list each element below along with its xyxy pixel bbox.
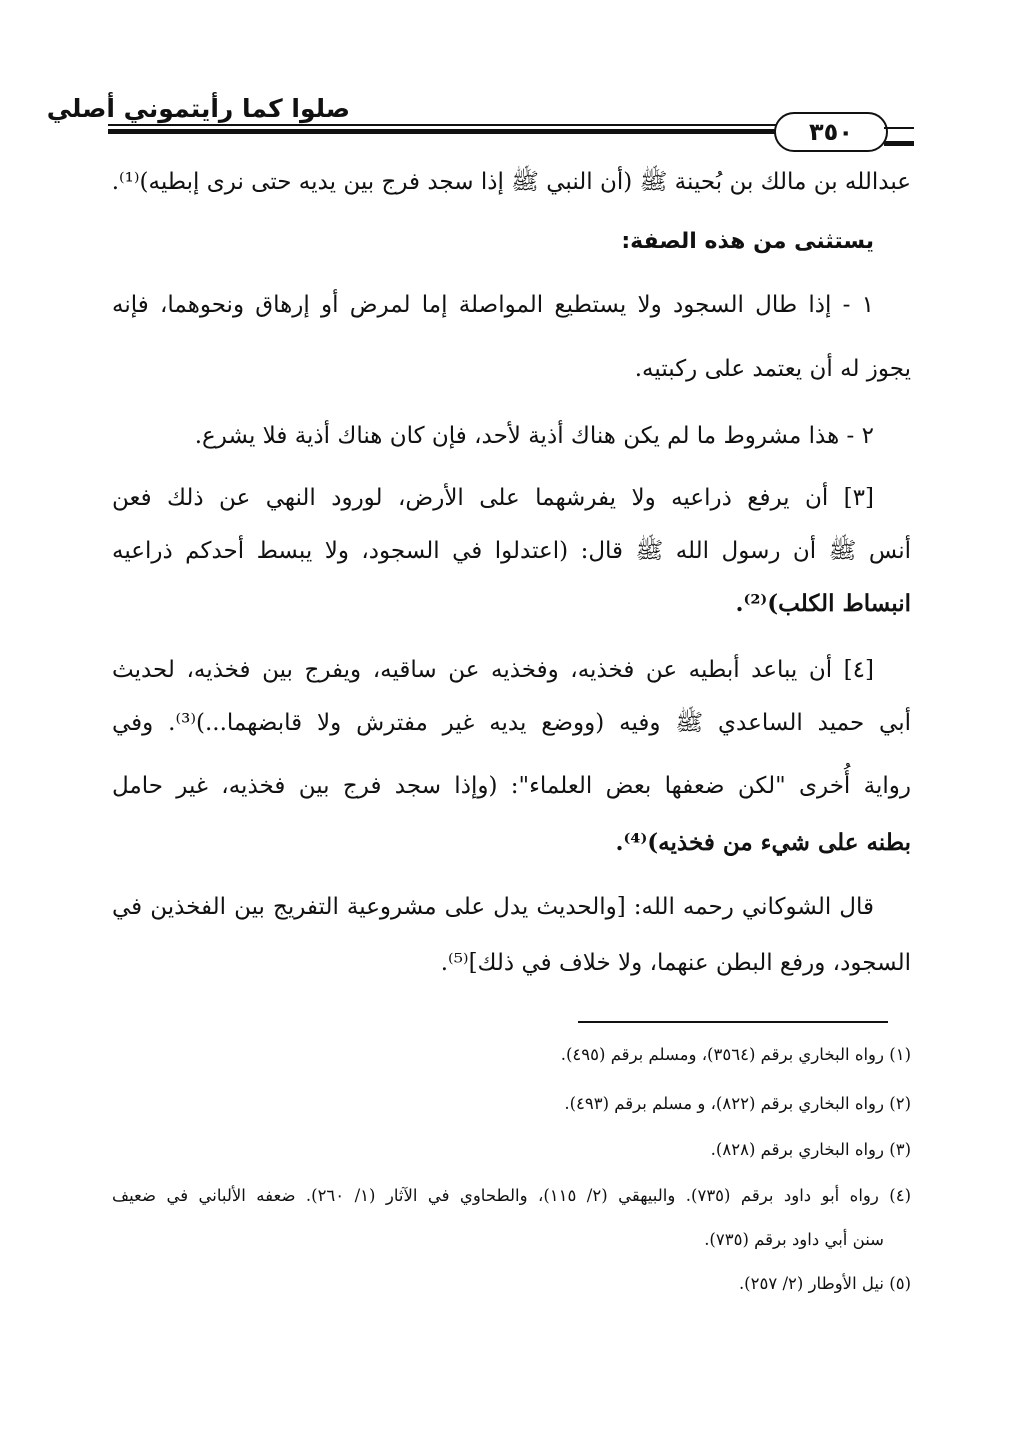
footnote-2: (٢) رواه البخاري برقم (٨٢٢)، و مسلم برقم (٤٩٣). [564, 1094, 911, 1113]
body-line-10: أبي حميد الساعدي ﷺ وفيه (ووضع يديه غير مفترش ولا قابضهما...)⁽³⁾. وفي [112, 710, 911, 736]
footnote-3: (٣) رواه البخاري برقم (٨٢٨). [710, 1140, 911, 1159]
body-line-14: السجود، ورفع البطن عنهما، ولا خلاف في ذلك]⁽⁵⁾. [440, 950, 911, 976]
body-line-8: انبساط الكلب)⁽²⁾. [735, 590, 911, 617]
header-rule-thick [108, 129, 782, 134]
body-line-12: بطنه على شيء من فخذيه)⁽⁴⁾. [615, 829, 911, 856]
footnote-4: (٤) رواه أبو داود برقم (٧٣٥). والبيهقي (٢/ ١١٥)، والطحاوي في الآثار (١/ ٢٦٠). ضعفه الألباني في ضعيف [112, 1186, 912, 1205]
body-line-11: رواية أُخرى "لكن ضعفها بعض العلماء": (وإذا سجد فرج بين فخذيه، غير حامل [112, 773, 911, 799]
header-rule-right [884, 127, 914, 146]
body-line-1: عبدالله بن مالك بن بُحينة ﷺ (أن النبي ﷺ إذا سجد فرج بين يديه حتى نرى إبطيه)⁽¹⁾. [111, 169, 911, 195]
running-title: صلوا كما رأيتموني أصلي [46, 94, 350, 123]
body-line-4: يجوز له أن يعتمد على ركبتيه. [634, 356, 911, 382]
page-number: ٣٥٠ [774, 112, 888, 152]
header-rule-thin [108, 124, 782, 126]
body-line-6: [٣] أن يرفع ذراعيه ولا يفرشهما على الأرض، لورود النهي عن ذلك فعن [112, 485, 874, 511]
body-line-3: ١ - إذا طال السجود ولا يستطيع المواصلة إما لمرض أو إرهاق ونحوهما، فإنه [112, 292, 874, 318]
header-rule [108, 124, 782, 137]
body-line-9: [٤] أن يباعد أبطيه عن فخذيه، وفخذيه عن ساقيه، ويفرج بين فخذيه، لحديث [112, 657, 874, 683]
footnote-separator [578, 1021, 888, 1023]
section-heading: يستثنى من هذه الصفة: [621, 229, 874, 254]
body-line-13: قال الشوكاني رحمه الله: [والحديث يدل على مشروعية التفريج بين الفخذين في [112, 894, 874, 920]
footnote-4-continued: سنن أبي داود برقم (٧٣٥). [704, 1230, 884, 1249]
body-line-5: ٢ - هذا مشروط ما لم يكن هناك أذية لأحد، فإن كان هناك أذية فلا يشرع. [194, 423, 874, 449]
footnote-5: (٥) نيل الأوطار (٢/ ٢٥٧). [738, 1274, 911, 1293]
body-line-7: أنس ﷺ أن رسول الله ﷺ قال: (اعتدلوا في السجود، ولا يبسط أحدكم ذراعيه [112, 538, 911, 564]
footnote-1: (١) رواه البخاري برقم (٣٥٦٤)، ومسلم برقم (٤٩٥). [560, 1045, 911, 1064]
